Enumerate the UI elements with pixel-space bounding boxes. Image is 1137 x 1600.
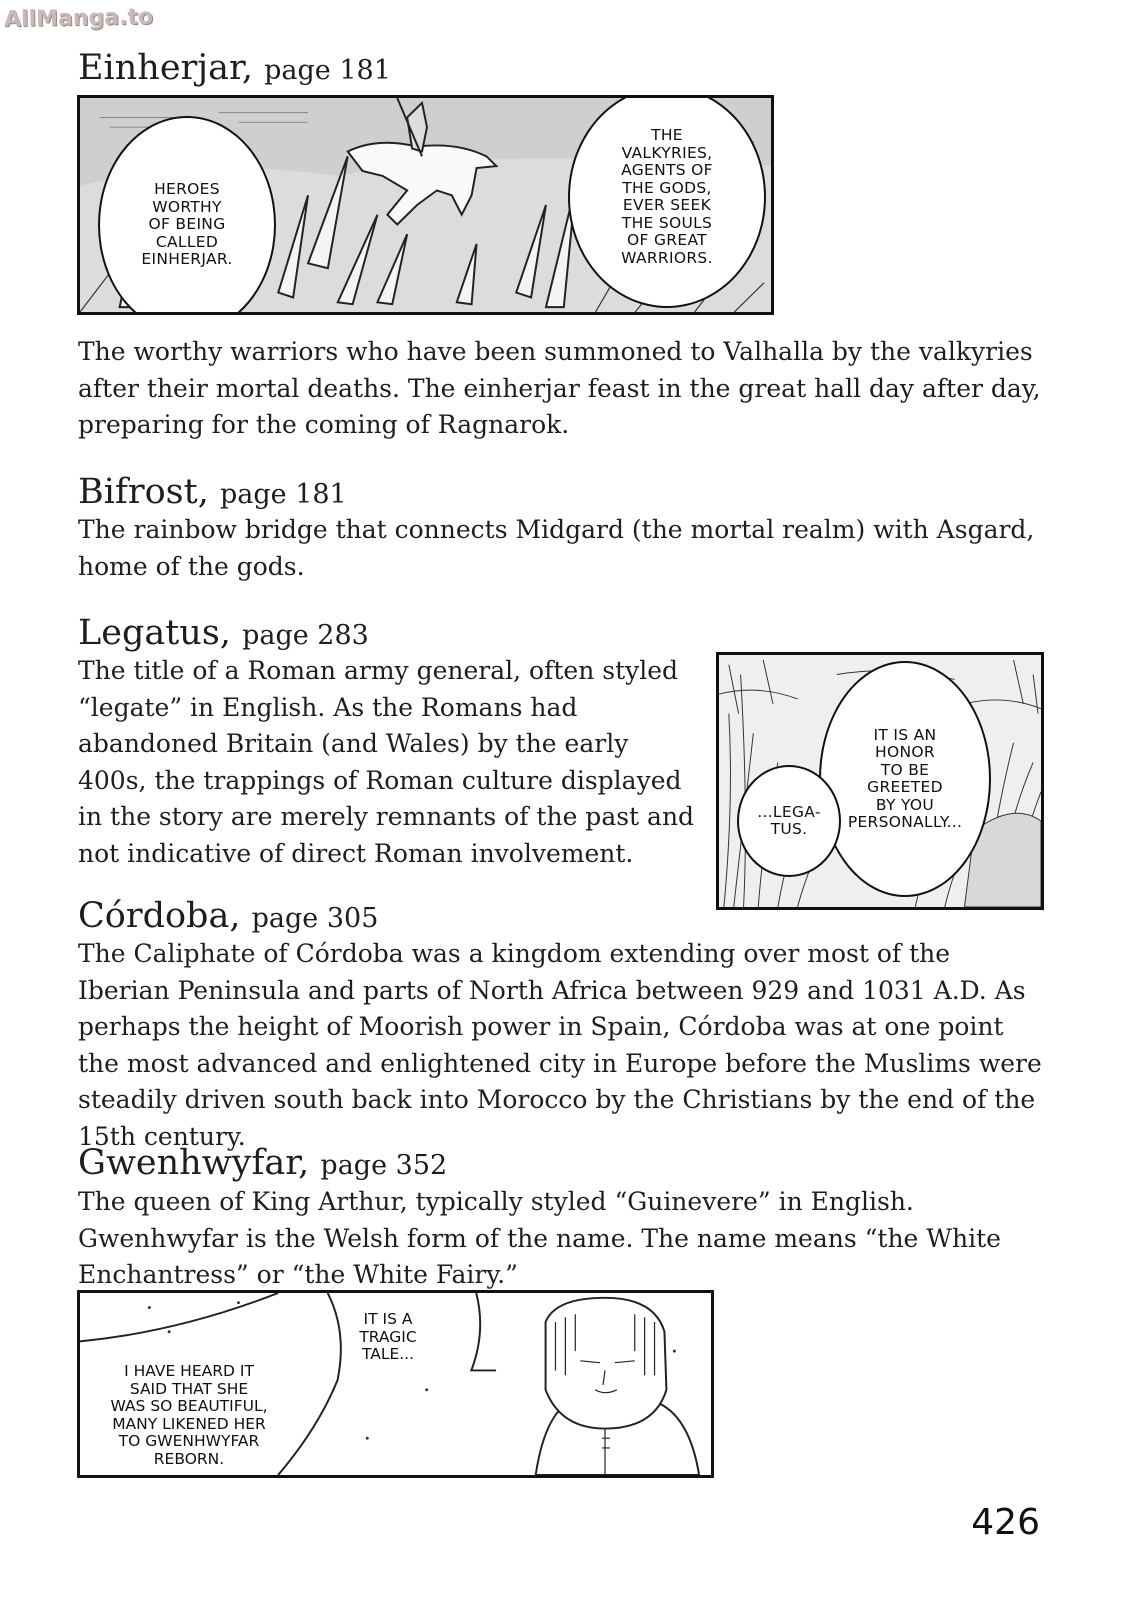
page-number: 426 bbox=[971, 1502, 1040, 1543]
site-watermark: AllManga.to bbox=[3, 4, 154, 33]
term-label: Córdoba, bbox=[78, 896, 241, 936]
definition-gwenhwyfar: The queen of King Arthur, typically styled “Guinevere” in English. Gwenhwyfar is the Welsh form of the name. The name means “the White Enchantress” or “the White Fairy.” bbox=[78, 1187, 1001, 1289]
definition-legatus: The title of a Roman army general, often styled “legate” in English. As the Romans had abandoned Britain (and Wales) by the early 400s, the trappings of Roman culture displayed in the story are merely remnants of the past and not indicative of direct Roman involvement. bbox=[78, 656, 695, 868]
panel-einherjar bbox=[77, 95, 774, 315]
speech-text: ...LEGA- TUS. bbox=[757, 802, 821, 838]
definition-bifrost: The rainbow bridge that connects Midgard (the mortal realm) with Asgard, home of the gods. bbox=[78, 515, 1035, 581]
caption-top: IT IS A TRAGIC TALE... bbox=[359, 1310, 417, 1363]
definition-einherjar: The worthy warriors who have been summoned to Valhalla by the valkyries after their mortal deaths. The einherjar feast in the great hall day after day, preparing for the coming of Ragnarok. bbox=[78, 337, 1041, 439]
definition-cordoba: The Caliphate of Córdoba was a kingdom extending over most of the Iberian Peninsula and parts of North Africa between 929 and 1031 A.D. As perhaps the height of Moorish power in Spain, Córdoba was at one point the most advanced and enlightened city in Europe before the Muslims were steadily driven south back into Morocco by the Christians by the end of the 15th century. bbox=[78, 939, 1042, 1151]
term-label: Legatus, bbox=[78, 613, 231, 653]
speech-bubble-right bbox=[568, 95, 766, 308]
speech-text: HEROES WORTHY OF BEING CALLED EINHERJAR. bbox=[141, 180, 233, 269]
heading-gwenhwyfar bbox=[78, 1143, 447, 1186]
page-reference: page 352 bbox=[320, 1150, 448, 1181]
page-reference: page 181 bbox=[264, 55, 391, 86]
panel-gwenhwyfar bbox=[77, 1290, 714, 1478]
page-reference: page 283 bbox=[242, 620, 369, 651]
heading-bifrost bbox=[78, 472, 347, 515]
panel-legatus bbox=[716, 652, 1044, 910]
term-label: Einherjar, bbox=[78, 48, 253, 88]
heading-legatus bbox=[78, 613, 369, 656]
speech-bubble-big bbox=[819, 661, 991, 897]
speech-bubble-small bbox=[737, 765, 841, 877]
speech-text: IT IS AN HONOR TO BE GREETED BY YOU PERSONALLY... bbox=[847, 725, 963, 831]
heading-einherjar bbox=[78, 48, 391, 91]
heading-cordoba bbox=[78, 896, 378, 939]
term-label: Bifrost, bbox=[78, 472, 209, 512]
speech-text: THE VALKYRIES, AGENTS OF THE GODS, EVER SEEK THE SOULS OF GREAT WARRIORS. bbox=[621, 126, 713, 267]
page-reference: page 305 bbox=[251, 903, 379, 934]
caption-left: I HAVE HEARD IT SAID THAT SHE WAS SO BEAUTIFUL, MANY LIKENED HER TO GWENHWYFAR REBORN. bbox=[110, 1362, 268, 1468]
page-reference: page 181 bbox=[219, 479, 347, 510]
term-label: Gwenhwyfar, bbox=[78, 1143, 310, 1183]
